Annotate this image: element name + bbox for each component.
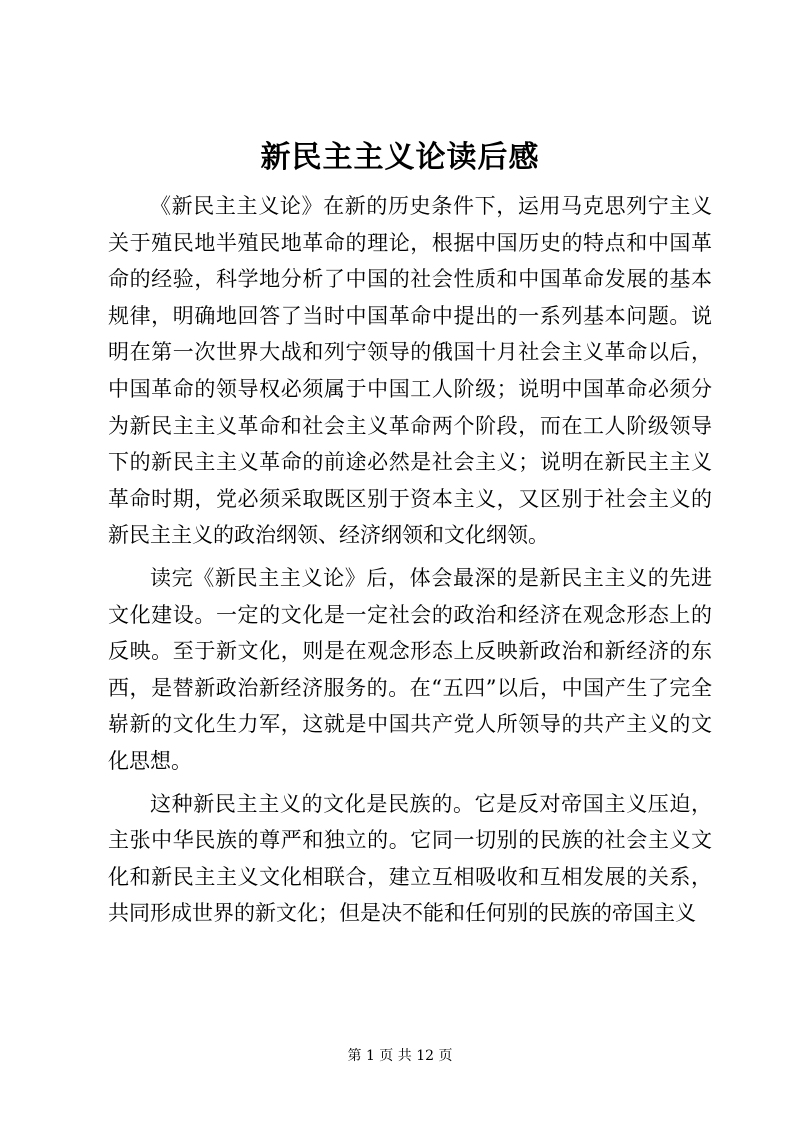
document-body (108, 188, 712, 938)
document-title: 新民主主义论读后感 (260, 140, 540, 175)
paragraph-3: 这种新民主主义的文化是民族的。它是反对帝国主义压迫，主张中华民族的尊严和独立的。它同一切别的民族的社会主义文化和新民主主义文化相联合，建立互相吸收和互相发展的关系，共同形成世界的新文化；但是决不能和任何别的民族的帝国主义 (108, 791, 712, 926)
paragraph-2: 读完《新民主主义论》后，体会最深的是新民主主义的先进文化建设。一定的文化是一定社会的政治和经济在观念形态上的反映。至于新文化，则是在观念形态上反映新政治和新经济的东西，是替新政治新经济服务的。在“五四”以后，中国产生了完全崭新的文化生力军，这就是中国共产党人所领导的共产主义的文化思想。 (108, 565, 712, 773)
page-number-footer: 第 1 页 共 12 页 (347, 1048, 453, 1064)
paragraph-1: 《新民主主义论》在新的历史条件下，运用马克思列宁主义关于殖民地半殖民地革命的理论，根据中国历史的特点和中国革命的经验，科学地分析了中国的社会性质和中国革命发展的基本规律，明确地回答了当时中国革命中提出的一系列基本问题。说明在第一次世界大战和列宁领导的俄国十月社会主义革命以后，中国革命的领导权必须属于中国工人阶级；说明中国革命必须分为新民主主义革命和社会主义革命两个阶段，而在工人阶级领导下的新民主主义革命的前途必然是社会主义；说明在新民主主义革命时期，党必须采取既区别于资本主义，又区别于社会主义的新民主主义的政治纲领、经济纲领和文化纲领。 (108, 194, 712, 548)
